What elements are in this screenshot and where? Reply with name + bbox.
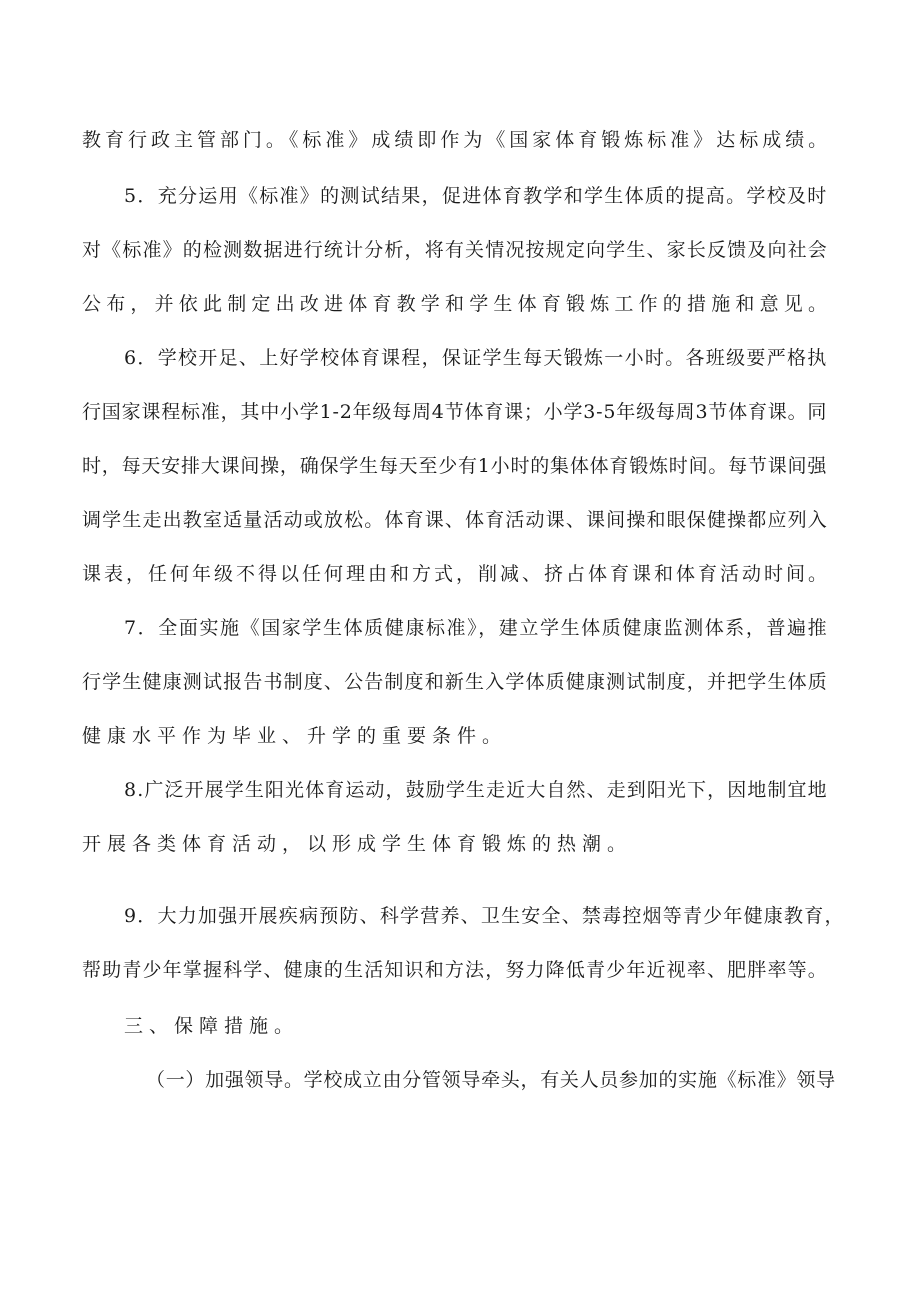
text-line: 5．充分运用《标准》的测试结果，促进体育教学和学生体质的提高。学校及时 [124,185,828,207]
text-line: 教育行政主管部门。《标准》成绩即作为《国家体育锻炼标准》达标成绩。 [82,129,832,151]
text-line: 公布，并依此制定出改进体育教学和学生体育锻炼工作的措施和意见。 [82,293,833,315]
text-line: 对《标准》的检测数据进行统计分析，将有关情况按规定向学生、家长反馈及向社会 [82,239,828,261]
text-line: 7．全面实施《国家学生体质健康标准》，建立学生体质健康监测体系，普遍推 [124,617,829,639]
text-line: （一）加强领导。学校成立由分管领导牵头，有关人员参加的实施《标准》领导 [146,1069,836,1091]
text-line: 行学生健康测试报告书制度、公告制度和新生入学体质健康测试制度，并把学生体质 [82,671,828,693]
text-line: 健康水平作为毕业、升学的重要条件。 [82,725,508,747]
text-line: 行国家课程标准，其中小学1-2年级每周4节体育课；小学3-5年级每周3节体育课。同 [82,401,828,423]
text-line: 8.广泛开展学生阳光体育运动，鼓励学生走近大自然、走到阳光下，因地制宜地 [124,779,828,801]
section-heading: 三、保障措施。 [124,1015,300,1037]
text-line: 课表，任何年级不得以任何理由和方式，削减、挤占体育课和体育活动时间。 [82,563,831,585]
text-line: 调学生走出教室适量活动或放松。体育课、体育活动课、课间操和眼保健操都应列入 [82,509,828,531]
text-line: 开展各类体育活动，以形成学生体育锻炼的热潮。 [82,833,633,855]
text-line: 6．学校开足、上好学校体育课程，保证学生每天锻炼一小时。各班级要严格执 [124,347,828,369]
text-line: 时，每天安排大课间操，确保学生每天至少有1小时的集体体育锻炼时间。每节课间强 [82,455,828,477]
text-line: 9．大力加强开展疾病预防、科学营养、卫生安全、禁毒控烟等青少年健康教育， [124,905,845,927]
text-line: 帮助青少年掌握科学、健康的生活知识和方法，努力降低青少年近视率、肥胖率等。 [82,959,828,981]
